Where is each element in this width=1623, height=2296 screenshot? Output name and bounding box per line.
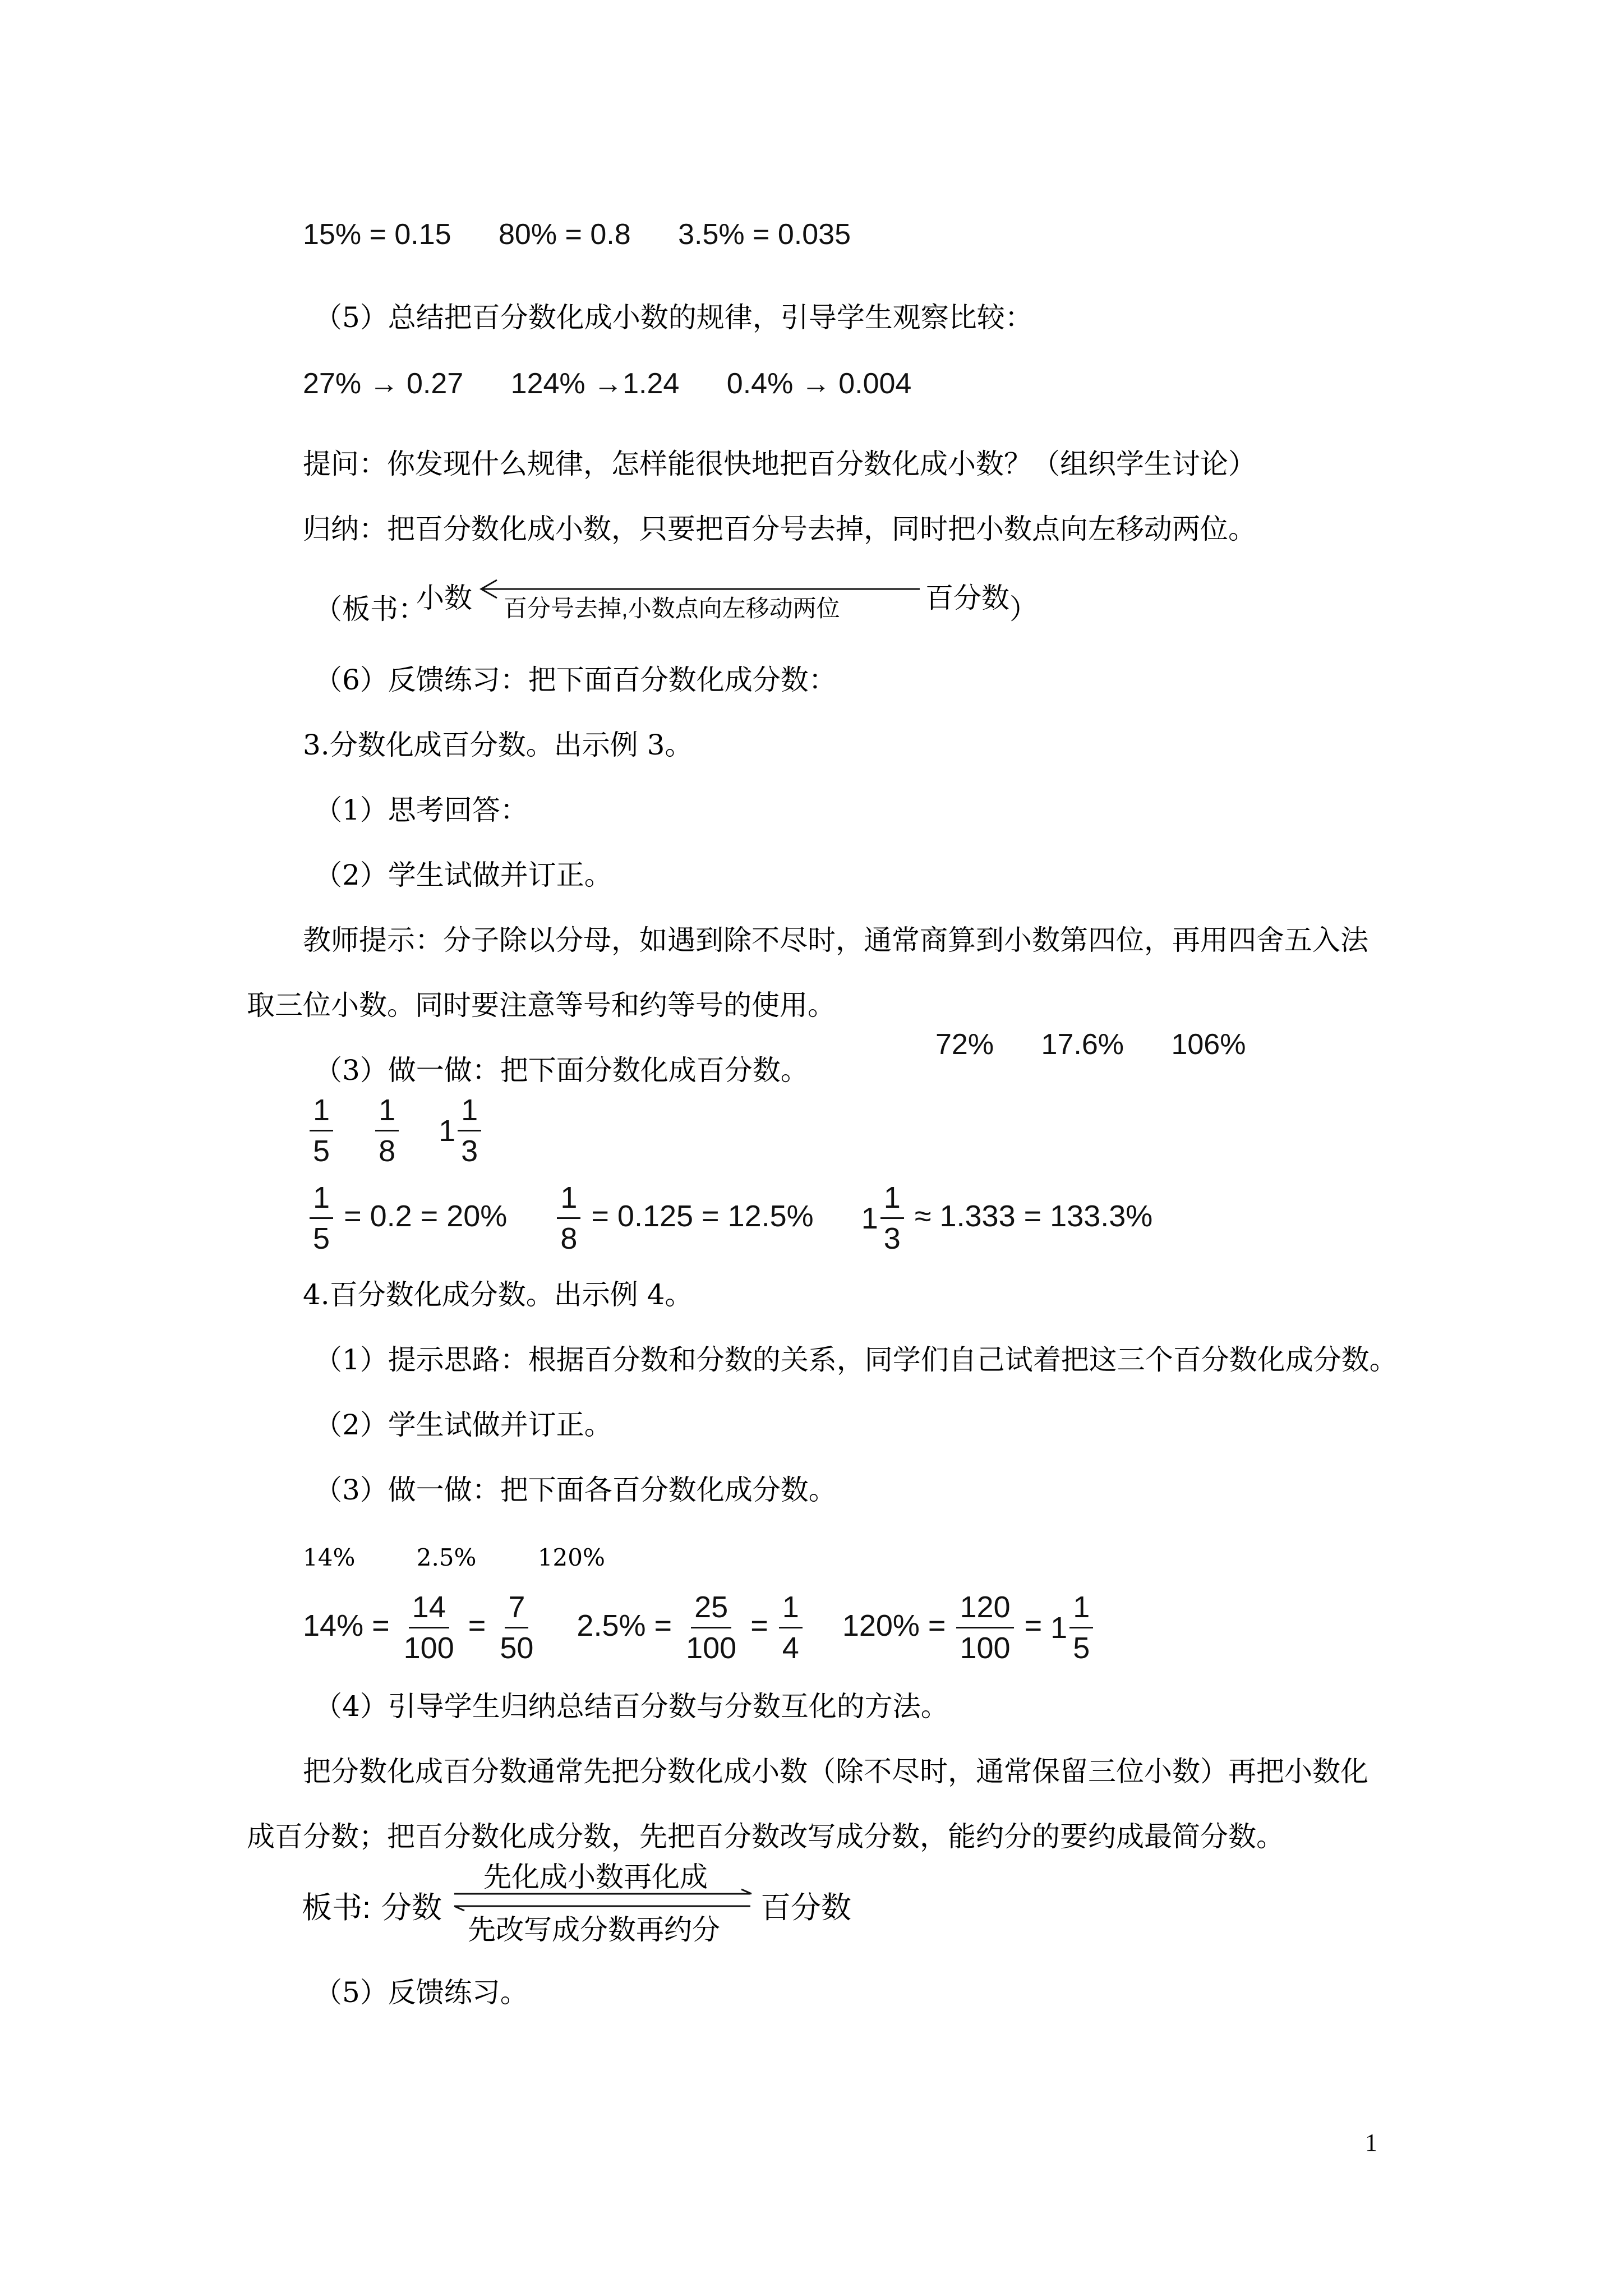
- paragraph: 归纳：把百分数化成小数，只要把百分号去掉，同时把小数点向左移动两位。: [303, 513, 1256, 545]
- right-arrow-icon: →: [593, 367, 623, 400]
- arrow-term: 0.004: [838, 367, 912, 400]
- equation: 80% = 0.8: [499, 218, 631, 251]
- equals-sign: =: [750, 1608, 768, 1642]
- bottom-arrow-label: 先改写成分数再约分: [468, 1914, 720, 1945]
- equation: 15% = 0.15: [303, 218, 451, 251]
- arrow-term: 0.4%: [726, 367, 794, 400]
- board-left-term: 小数: [416, 582, 472, 614]
- right-arrow-icon: →: [801, 367, 831, 400]
- arrow-label: 百分号去掉,小数点向左移动两位: [504, 595, 840, 622]
- arrow-term: 27%: [303, 367, 362, 400]
- lhs: 2.5% =: [577, 1608, 672, 1642]
- fraction: $\frac{120}{100}$: [956, 1592, 1013, 1663]
- board-left-term: 分数: [381, 1891, 442, 1925]
- arrow-equations: [303, 367, 911, 401]
- answer-percents: [935, 1028, 1246, 1061]
- paragraph: 教师提示：分子除以分母，如遇到除不尽时，通常商算到小数第四位，再用四舍五入法: [303, 924, 1368, 956]
- equals-sign: =: [468, 1608, 486, 1642]
- section-heading: 4.百分数化成分数。出示例 4。: [303, 1278, 693, 1311]
- board-right-term: 百分数: [760, 1891, 851, 1925]
- arrow-term: 124%: [510, 367, 585, 400]
- mixed-number: 1 $\frac{1}{3}$: [439, 1095, 483, 1166]
- percent-decimal-equations: [303, 218, 851, 251]
- section-heading: 3.分数化成百分数。出示例 3。: [303, 729, 693, 761]
- answer: 72%: [935, 1028, 994, 1061]
- answer: 17.6%: [1041, 1028, 1124, 1061]
- mixed-number: 1 $\frac{1}{3}$: [861, 1182, 906, 1254]
- percent: 120%: [537, 1544, 605, 1571]
- fraction: $\frac{1}{4}$: [779, 1592, 803, 1663]
- paragraph: （6）反馈练习：把下面百分数化成分数：: [314, 664, 837, 696]
- fraction: $\frac{1}{8}$: [375, 1095, 399, 1166]
- percent-list: [303, 1544, 605, 1571]
- result: ≈ 1.333 = 133.3%: [914, 1199, 1153, 1233]
- right-arrow-icon: →: [369, 367, 399, 400]
- mixed-number: 1 $\frac{1}{5}$: [1050, 1592, 1095, 1663]
- fraction: $\frac{7}{50}$: [500, 1590, 534, 1665]
- board-close: ）: [1009, 593, 1038, 625]
- paragraph: （5）总结把百分数化成小数的规律，引导学生观察比较：: [314, 301, 1033, 334]
- fraction: $\frac{1}{8}$: [557, 1182, 580, 1254]
- result: = 0.125 = 12.5%: [591, 1199, 814, 1233]
- arrow-term: 0.27: [406, 367, 464, 400]
- fraction-conversions: [307, 1182, 1152, 1254]
- arrow-term: 1.24: [623, 367, 680, 400]
- paragraph: （3）做一做：把下面分数化成百分数。: [314, 1054, 809, 1087]
- paragraph: （1）提示思路：根据百分数和分数的关系，同学们自己试着把这三个百分数化成分数。: [314, 1343, 1398, 1376]
- fraction: $\frac{1}{5}$: [310, 1095, 333, 1166]
- paragraph: 提问：你发现什么规律，怎样能很快地把百分数化成小数？（组织学生讨论）: [303, 448, 1256, 480]
- paragraph: （5）反馈练习。: [314, 1976, 528, 2009]
- percent-fraction-conversions: [303, 1592, 1095, 1663]
- lhs: 120% =: [842, 1608, 946, 1642]
- page-number: 1: [1365, 2129, 1377, 2156]
- fraction-list: [307, 1095, 483, 1166]
- double-arrow-icon: [452, 1888, 755, 1913]
- board-right-term: 百分数: [925, 582, 1009, 614]
- top-arrow-label: 先化成小数再化成: [483, 1861, 708, 1893]
- board-prefix: 板书:: [302, 1891, 371, 1925]
- paragraph: （3）做一做：把下面各百分数化成分数。: [314, 1474, 837, 1506]
- paragraph: （4）引导学生归纳总结百分数与分数互化的方法。: [314, 1690, 949, 1723]
- equals-sign: =: [1024, 1608, 1043, 1642]
- fraction: $\frac{14}{100}$: [403, 1590, 454, 1665]
- answer: 106%: [1171, 1028, 1246, 1061]
- percent: 14%: [303, 1544, 356, 1571]
- paragraph: 取三位小数。同时要注意等号和约等号的使用。: [247, 989, 836, 1022]
- fraction: $\frac{1}{5}$: [310, 1182, 333, 1254]
- paragraph: 成百分数；把百分数化成分数，先把百分数改写成分数，能约分的要约成最简分数。: [247, 1820, 1284, 1853]
- result: = 0.2 = 20%: [344, 1199, 508, 1233]
- paragraph: （1）思考回答：: [314, 794, 528, 826]
- percent: 2.5%: [416, 1544, 477, 1571]
- equation: 3.5% = 0.035: [678, 218, 851, 251]
- board-open: （板书：: [314, 593, 426, 625]
- paragraph: （2）学生试做并订正。: [314, 1409, 612, 1441]
- lhs: 14% =: [303, 1608, 390, 1642]
- paragraph: （2）学生试做并订正。: [314, 859, 612, 891]
- fraction: $\frac{25}{100}$: [686, 1590, 737, 1665]
- paragraph: 把分数化成百分数通常先把分数化成小数（除不尽时，通常保留三位小数）再把小数化: [303, 1755, 1368, 1788]
